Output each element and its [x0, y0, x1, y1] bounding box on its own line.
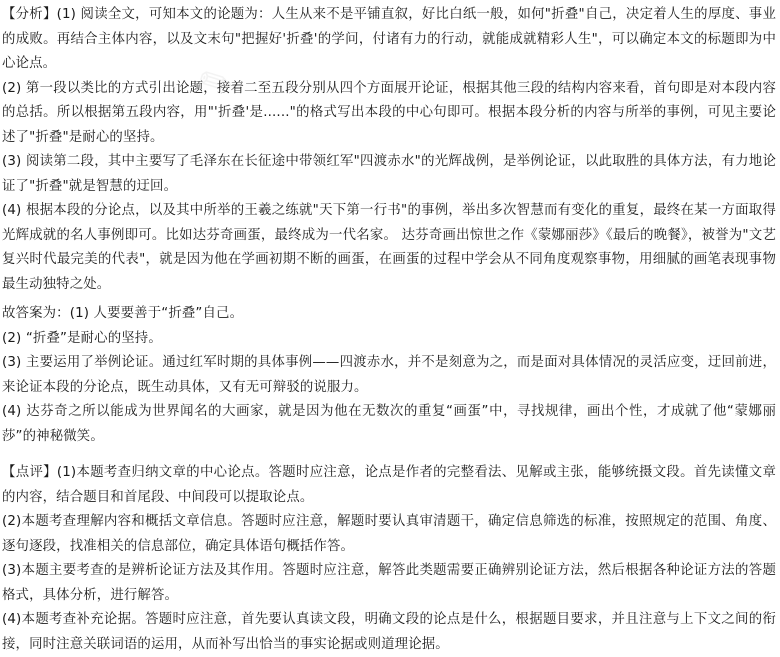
answer-paragraph-3: (3) 主要运用了举例论证。通过红军时期的具体事例——四渡赤水，并不是刻意为之，而是面对具体情况的灵活应变，迂回前进，来论证本段的分论点，既生动具体，又有无可辩驳的说服力。	[2, 355, 776, 395]
comment-paragraph-1: 【点评】(1)本题考查归纳文章的中心论点。答题时应注意，论点是作者的完整看法、见解或主张，能够统摄文段。首先读懂文章的内容，结合题目和首尾段、中间段可以提取论点。	[2, 465, 776, 505]
analysis-paragraph-2: (2) 第一段以类比的方式引出论题，接着二至五段分别从四个方面展开论证，根据其他三段的结构内容来看，首句即是对本段内容的总括。所以根据第五段内容，用"'折叠'是......"的格式写出本段的中心句即可。根据本段分析的内容与所举的事例，可见主要论述了"折叠"是耐心的坚持。	[2, 80, 776, 145]
comment-paragraph-3: (3)本题主要考查的是辨析论证方法及其作用。答题时应注意，解答此类题需要正确辨别论证方法，然后根据各种论证方法的答题格式，具体分析，进行解答。	[2, 563, 776, 603]
analysis-paragraph-4: (4) 根据本段的分论点，以及其中所举的王羲之练就"天下第一行书"的事例，举出多次智慧而有变化的重复，最终在某一方面取得光辉成就的名人事例即可。比如达芬奇画蛋，最终成为一代名家。 达芬奇画出惊世之作《蒙娜丽莎》《最后的晚餐》，被誉为"文艺复兴时代最完美的代表"，就是因为他在学画初期不断的画蛋，在画蛋的过程中学会从不同角度观察事物，用细腻的画笔表现事物最生动独特之处。	[2, 203, 776, 292]
answer-paragraph-2: (2) “折叠”是耐心的坚持。	[2, 330, 162, 346]
analysis-paragraph-3: (3) 阅读第二段，其中主要写了毛泽东在长征途中带领红军"四渡赤水"的光辉战例，是举例论证，以此取胜的具体方法，有力地论证了"折叠"就是智慧的迂回。	[2, 154, 776, 194]
answer-paragraph-4: (4) 达芬奇之所以能成为世界闻名的大画家，就是因为他在无数次的重复“画蛋”中，寻找规律，画出个性，才成就了他“蒙娜丽莎”的神秘微笑。	[2, 404, 776, 444]
answer-section	[2, 302, 776, 449]
comment-section	[2, 461, 776, 657]
answer-paragraph-1: 故答案为：(1) 人要要善于“折叠”自己。	[2, 306, 244, 321]
watermark: ✎	[191, 54, 243, 112]
analysis-section	[2, 3, 776, 297]
comment-paragraph-4: (4)本题考查补充论据。答题时应注意，首先要认真读文段，明确文段的论点是什么，根据题目要求，并且注意与上下文之间的衔接，同时注意关联词语的运用，从而补写出恰当的事实论据或则道理论据。	[2, 612, 776, 652]
comment-paragraph-2: (2)本题考查理解内容和概括文章信息。答题时应注意，解题时要认真审清题干，确定信息筛选的标准，按照规定的范围、角度、逐句逐段，找准相关的信息部位，确定具体语句概括作答。	[2, 514, 776, 554]
analysis-paragraph-1: 【分析】(1) 阅读全文，可知本文的论题为：人生从来不是平铺直叙，好比白纸一般，如何"折叠"自己，决定着人生的厚度、事业的成败。再结合主体内容，以及文末句"把握好'折叠'的学问，付诸有力的行动，就能成就精彩人生"，可以确定本文的标题即为中心论点。	[2, 7, 776, 71]
